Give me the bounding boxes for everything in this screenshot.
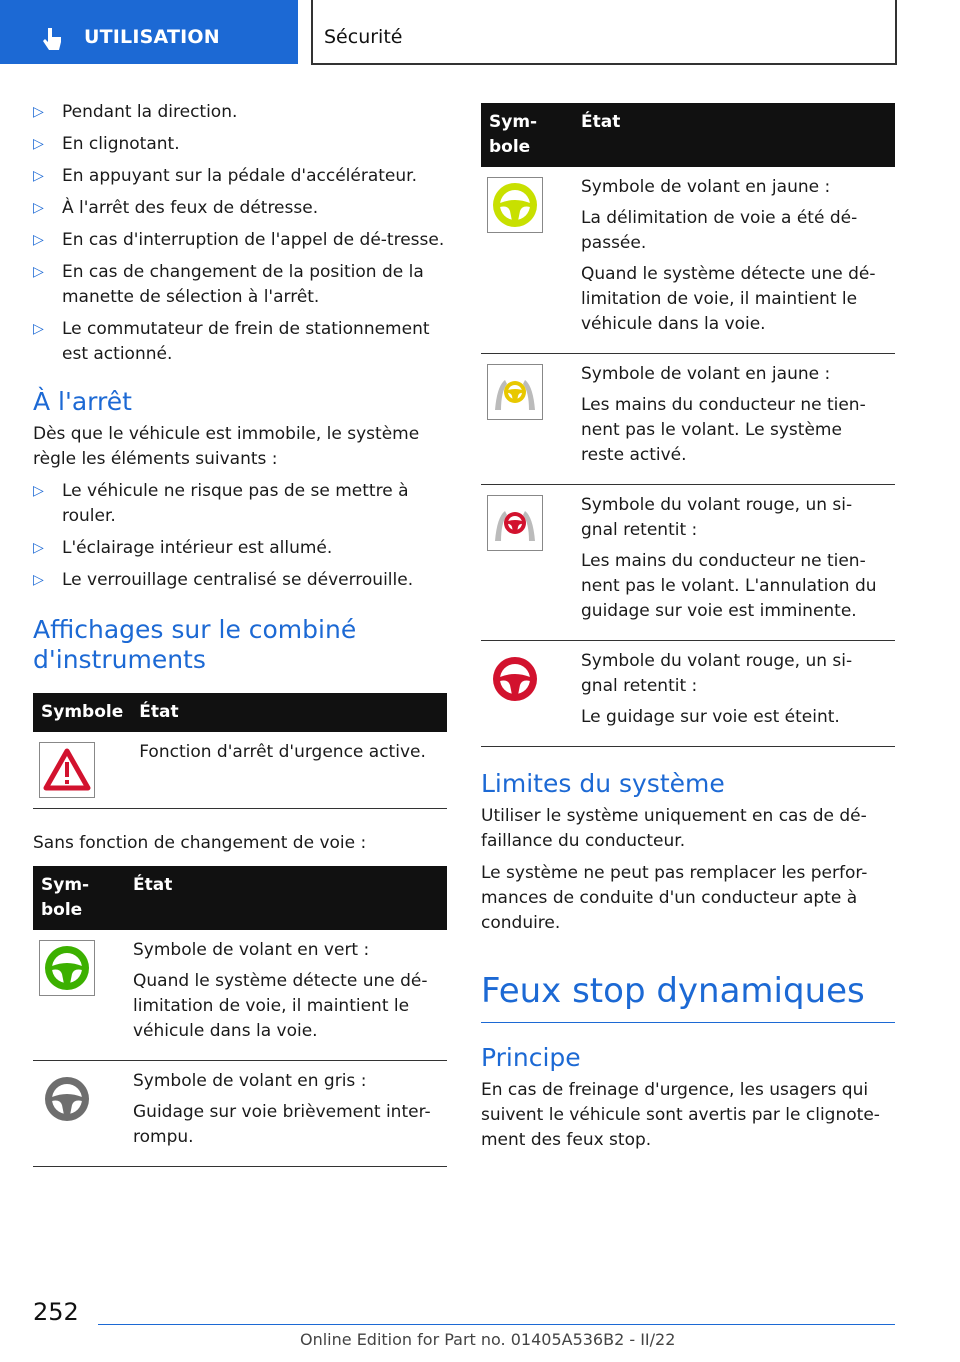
heading-principe: Principe xyxy=(481,1043,581,1072)
table-row xyxy=(481,485,895,641)
list-item: ▷ À l'arrêt des feux de détresse. xyxy=(33,196,447,221)
list-item: ▷ Pendant la direction. xyxy=(33,100,447,125)
column-header-symbole: Sym-bole xyxy=(481,103,573,167)
symbol-table-lane xyxy=(33,866,447,1167)
edition-label: Online Edition for Part no. 01405A536B2 - II/22 xyxy=(300,1330,676,1349)
steering-wheel-gray-icon xyxy=(39,1071,95,1127)
state-text: Les mains du conducteur ne tien-nent pas le volant. L'annulation du guidage sur voie est imminente. xyxy=(581,551,877,621)
state-text: Guidage sur voie brièvement inter-rompu. xyxy=(133,1102,431,1147)
state-text: Quand le système détecte une dé-limitation de voie, il maintient le véhicule dans la voie. xyxy=(581,264,876,334)
chapter-title: Sécurité xyxy=(324,26,403,48)
steering-wheel-yellow-hands-icon xyxy=(487,364,543,420)
table-row xyxy=(33,1061,447,1167)
state-text: Symbole de volant en vert : xyxy=(133,940,370,960)
table-row xyxy=(481,354,895,485)
list-item: ▷ En appuyant sur la pédale d'accélérateur. xyxy=(33,164,447,189)
arret-list xyxy=(33,479,447,593)
state-text: Symbole de volant en jaune : xyxy=(581,177,831,197)
paragraph-limites-2: Le système ne peut pas remplacer les perfor-mances de conduite d'un conducteur apte à conduire. xyxy=(481,863,868,933)
steering-wheel-yellow-icon xyxy=(487,177,543,233)
steering-wheel-red-hands-icon xyxy=(487,495,543,551)
list-item: ▷ En cas de changement de la position de la manette de sélection à l'arrêt. xyxy=(33,260,447,310)
state-text: Symbole de volant en gris : xyxy=(133,1071,367,1091)
list-item: ▷ En clignotant. xyxy=(33,132,447,157)
state-text: Symbole de volant en jaune : xyxy=(581,364,831,384)
condition-list xyxy=(33,100,447,367)
table-row xyxy=(33,930,447,1061)
warning-triangle-icon xyxy=(39,742,95,798)
state-text: Symbole du volant rouge, un si-gnal retentit : xyxy=(581,651,853,696)
paragraph-principe: En cas de freinage d'urgence, les usagers qui suivent le véhicule sont avertis par le clignote-ment des feux stop. xyxy=(481,1080,880,1150)
hand-pointer-icon xyxy=(40,26,64,54)
table-row xyxy=(481,167,895,354)
column-header-etat: État xyxy=(125,866,447,930)
column-header-etat: État xyxy=(573,103,895,167)
list-item: ▷ Le commutateur de frein de stationnement est actionné. xyxy=(33,317,447,367)
left-column xyxy=(33,100,447,1167)
paragraph-sans: Sans fonction de changement de voie : xyxy=(33,833,367,853)
symbol-table-urgence xyxy=(33,693,447,809)
state-text: Symbole du volant rouge, un si-gnal retentit : xyxy=(581,495,853,540)
heading-affichages: Affichages sur le combiné d'instruments xyxy=(33,615,357,674)
state-text: Quand le système détecte une dé-limitation de voie, il maintient le véhicule dans la voie. xyxy=(133,971,428,1041)
symbol-table-lane-warnings xyxy=(481,103,895,747)
state-text: Les mains du conducteur ne tien-nent pas le volant. Le système reste activé. xyxy=(581,395,866,465)
state-text: La délimitation de voie a été dé-passée. xyxy=(581,208,858,253)
heading-limites: Limites du système xyxy=(481,769,725,798)
right-column xyxy=(481,103,895,1160)
state-text: Le guidage sur voie est éteint. xyxy=(581,707,840,727)
column-header-etat: État xyxy=(131,693,447,732)
list-item: ▷ En cas d'interruption de l'appel de dé-tresse. xyxy=(33,228,447,253)
list-item: ▷ L'éclairage intérieur est allumé. xyxy=(33,536,447,561)
footer-rule xyxy=(98,1324,895,1325)
table-row xyxy=(33,732,447,809)
table-row xyxy=(481,641,895,747)
column-header-symbole: Symbole xyxy=(33,693,131,732)
section-label: UTILISATION xyxy=(84,26,220,48)
paragraph-arret: Dès que le véhicule est immobile, le système règle les éléments suivants : xyxy=(33,424,420,469)
page-number: 252 xyxy=(33,1298,79,1326)
paragraph-limites-1: Utiliser le système uniquement en cas de dé-faillance du conducteur. xyxy=(481,806,867,851)
list-item: ▷ Le véhicule ne risque pas de se mettre à rouler. xyxy=(33,479,447,529)
list-item: ▷ Le verrouillage centralisé se déverrouille. xyxy=(33,568,447,593)
heading-feux-stop: Feux stop dynamiques xyxy=(481,970,895,1023)
steering-wheel-red-icon xyxy=(487,651,543,707)
column-header-symbole: Sym-bole xyxy=(33,866,125,930)
state-text: Fonction d'arrêt d'urgence active. xyxy=(139,742,426,762)
heading-arret: À l'arrêt xyxy=(33,387,132,416)
steering-wheel-green-icon xyxy=(39,940,95,996)
